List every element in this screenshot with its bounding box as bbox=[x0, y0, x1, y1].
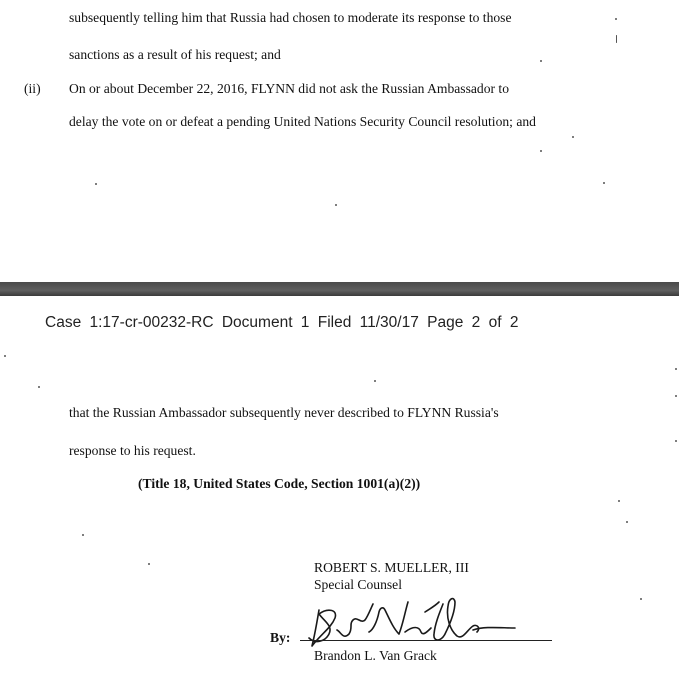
statute-citation: (Title 18, United States Code, Section 1001(a)(2)) bbox=[138, 476, 421, 491]
case-number: Case 1:17-cr-00232-RC bbox=[45, 314, 214, 331]
body-text-line: delay the vote on or defeat a pending United Nations Security Council resolution; and bbox=[69, 114, 536, 129]
scan-speck bbox=[616, 35, 617, 43]
scan-speck bbox=[38, 386, 40, 388]
body-text-line: sanctions as a result of his request; and bbox=[69, 47, 281, 62]
signature-line bbox=[300, 640, 552, 641]
filed-date: Filed 11/30/17 bbox=[317, 314, 419, 331]
scan-speck bbox=[675, 368, 677, 370]
scan-speck bbox=[148, 563, 150, 565]
body-text-line: that the Russian Ambassador subsequently never described to FLYNN Russia's bbox=[69, 405, 499, 420]
signatory-name: ROBERT S. MUELLER, III bbox=[314, 560, 469, 575]
previous-page-fragment bbox=[0, 0, 679, 282]
scan-speck bbox=[4, 355, 6, 357]
scan-speck bbox=[615, 18, 617, 20]
scan-speck bbox=[82, 534, 84, 536]
scan-speck bbox=[572, 136, 574, 138]
scan-speck bbox=[626, 521, 628, 523]
body-text-line: response to his request. bbox=[69, 443, 196, 458]
scan-speck bbox=[675, 440, 677, 442]
scan-speck bbox=[335, 204, 337, 206]
scan-speck bbox=[618, 500, 620, 502]
scan-speck bbox=[603, 182, 605, 184]
body-text-line: On or about December 22, 2016, FLYNN did not ask the Russian Ambassador to bbox=[69, 81, 509, 96]
body-text-line: subsequently telling him that Russia had chosen to moderate its response to those bbox=[69, 10, 512, 25]
scan-speck bbox=[675, 395, 677, 397]
document-number: Document 1 bbox=[221, 314, 310, 331]
scan-speck bbox=[540, 60, 542, 62]
scan-speck bbox=[95, 183, 97, 185]
court-filing-header bbox=[45, 314, 518, 332]
signer-name: Brandon L. Van Grack bbox=[314, 648, 437, 663]
scan-speck bbox=[540, 150, 542, 152]
list-item-marker: (ii) bbox=[24, 81, 41, 96]
by-label: By: bbox=[270, 630, 291, 645]
signatory-title: Special Counsel bbox=[314, 577, 402, 592]
page-separator bbox=[0, 282, 679, 296]
page-count: Page 2 of 2 bbox=[427, 314, 519, 331]
scan-speck bbox=[640, 598, 642, 600]
scan-speck bbox=[374, 380, 376, 382]
